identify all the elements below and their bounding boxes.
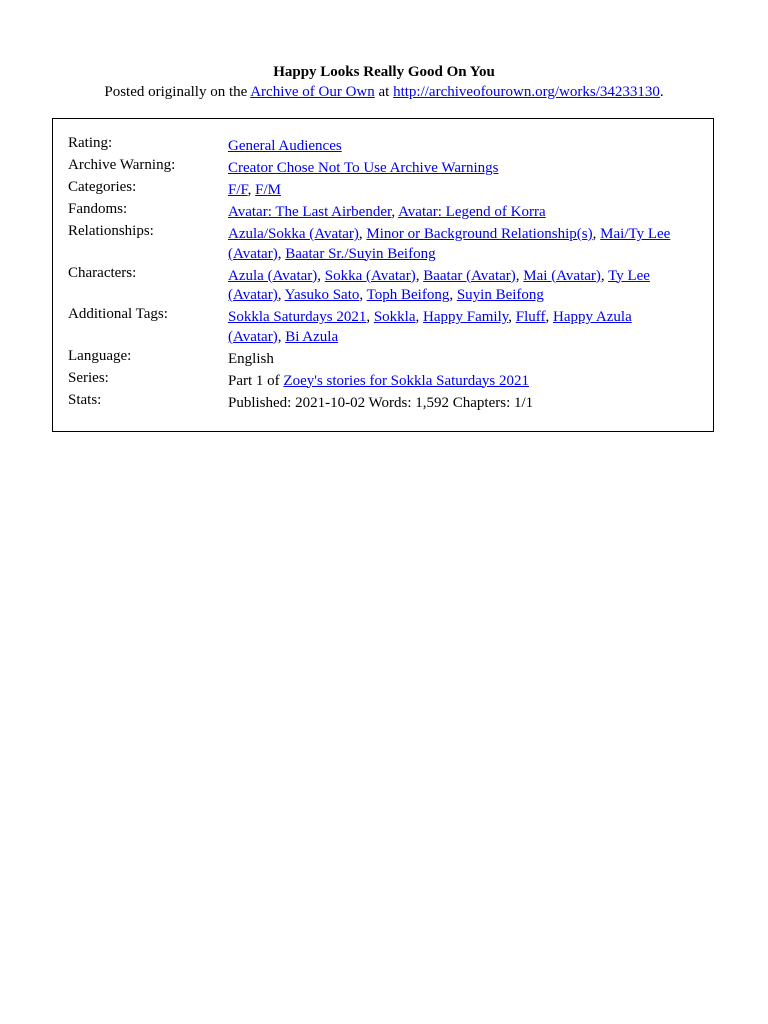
tag-link[interactable]: Azula/Sokka (Avatar): [228, 226, 359, 242]
posted-line: [0, 82, 768, 102]
work-header: [0, 62, 768, 102]
tag-link[interactable]: Baatar Sr./Suyin Beifong: [285, 245, 436, 262]
work-meta-box: [52, 118, 714, 432]
tag-link[interactable]: Azula (Avatar): [228, 267, 318, 284]
meta-label-language: Language:: [68, 347, 132, 364]
tag-link[interactable]: Happy Family: [423, 309, 509, 325]
meta-row-warning: [68, 159, 698, 179]
meta-value-additional-tags: Sokkla Saturdays 2021, Sokkla, Happy Family, Fluff, Happy Azula (Avatar), Bi Azula: [228, 309, 632, 345]
tag-link[interactable]: Ty Lee (Avatar): [228, 267, 650, 303]
meta-row-fandoms: [68, 203, 698, 223]
meta-label-categories: Categories:: [68, 179, 137, 195]
tag-link[interactable]: Sokka (Avatar): [324, 267, 416, 284]
meta-row-series: [68, 369, 698, 392]
meta-row-categories: [68, 181, 698, 201]
tag-link[interactable]: Suyin Beifong: [456, 287, 544, 303]
meta-value-categories: F/F, F/M: [228, 182, 282, 198]
tag-link[interactable]: Minor or Background Relationship(s): [366, 226, 593, 242]
meta-value-characters: Azula (Avatar), Sokka (Avatar), Baatar (Avatar), Mai (Avatar), Ty Lee (Avatar), Yasuko Sato, Toph Beifong, Suyin Beifong: [228, 267, 650, 303]
tag-link[interactable]: Sokkla Saturdays 2021: [228, 309, 367, 325]
meta-value-relationships: Azula/Sokka (Avatar), Minor or Background Relationship(s), Mai/Ty Lee (Avatar), Baatar Sr./Suyin Beifong: [228, 226, 671, 262]
posted-at: at: [374, 84, 394, 100]
work-meta-table: [68, 137, 698, 416]
work-url-link[interactable]: http://archiveofourown.org/works/34233130: [393, 84, 660, 100]
meta-row-relationships: [68, 225, 698, 264]
tag-link[interactable]: F/M: [255, 182, 282, 198]
tag-link[interactable]: Sokkla: [373, 309, 416, 325]
tag-link[interactable]: General Audiences: [228, 138, 342, 154]
meta-label-additional-tags: Additional Tags:: [68, 306, 168, 322]
tag-link[interactable]: Mai/Ty Lee (Avatar): [228, 226, 671, 262]
meta-value-stats: Published: 2021-10-02 Words: 1,592 Chapters: 1/1: [228, 394, 534, 411]
meta-value-warning: [228, 159, 688, 179]
series-prefix: Part 1 of: [228, 372, 284, 389]
meta-label-characters: Characters:: [68, 264, 137, 281]
tag-link[interactable]: Avatar: Legend of Korra: [398, 204, 546, 220]
tag-link[interactable]: Baatar (Avatar): [423, 267, 516, 284]
tag-link[interactable]: Yasuko Sato: [284, 287, 360, 303]
meta-label-fandoms: Fandoms:: [68, 201, 128, 217]
meta-value-series: [228, 372, 688, 392]
meta-row-additional-tags: [68, 308, 698, 347]
meta-value-language: English: [228, 350, 274, 367]
meta-label-rating: Rating:: [68, 135, 113, 151]
meta-label-stats: Stats:: [68, 391, 102, 408]
tag-link[interactable]: Fluff: [515, 309, 546, 325]
tag-link[interactable]: Creator Chose Not To Use Archive Warnings: [228, 160, 499, 176]
tag-link[interactable]: Happy Azula (Avatar): [228, 309, 632, 345]
tag-link[interactable]: F/F: [228, 182, 248, 198]
posted-prefix: Posted originally on the: [104, 84, 251, 100]
meta-value-fandoms: Avatar: The Last Airbender, Avatar: Legend of Korra: [228, 204, 546, 220]
meta-row-stats: [68, 391, 698, 414]
meta-label-relationships: Relationships:: [68, 223, 154, 239]
posted-period: .: [659, 84, 664, 100]
meta-row-language: [68, 347, 698, 370]
meta-row-characters: [68, 264, 698, 306]
meta-label-warning: Archive Warning:: [68, 157, 176, 173]
meta-label-series: Series:: [68, 369, 109, 386]
meta-row-rating: [68, 137, 698, 157]
tag-link[interactable]: Toph Beifong: [366, 287, 450, 303]
meta-value-rating: [228, 137, 688, 157]
tag-link[interactable]: Avatar: The Last Airbender: [228, 204, 392, 220]
tag-link[interactable]: Mai (Avatar): [523, 267, 601, 284]
archive-link[interactable]: Archive of Our Own: [250, 84, 375, 100]
tag-link[interactable]: Bi Azula: [285, 328, 339, 345]
series-link[interactable]: Zoey's stories for Sokkla Saturdays 2021: [283, 372, 530, 389]
work-title: Happy Looks Really Good On You: [273, 64, 495, 80]
